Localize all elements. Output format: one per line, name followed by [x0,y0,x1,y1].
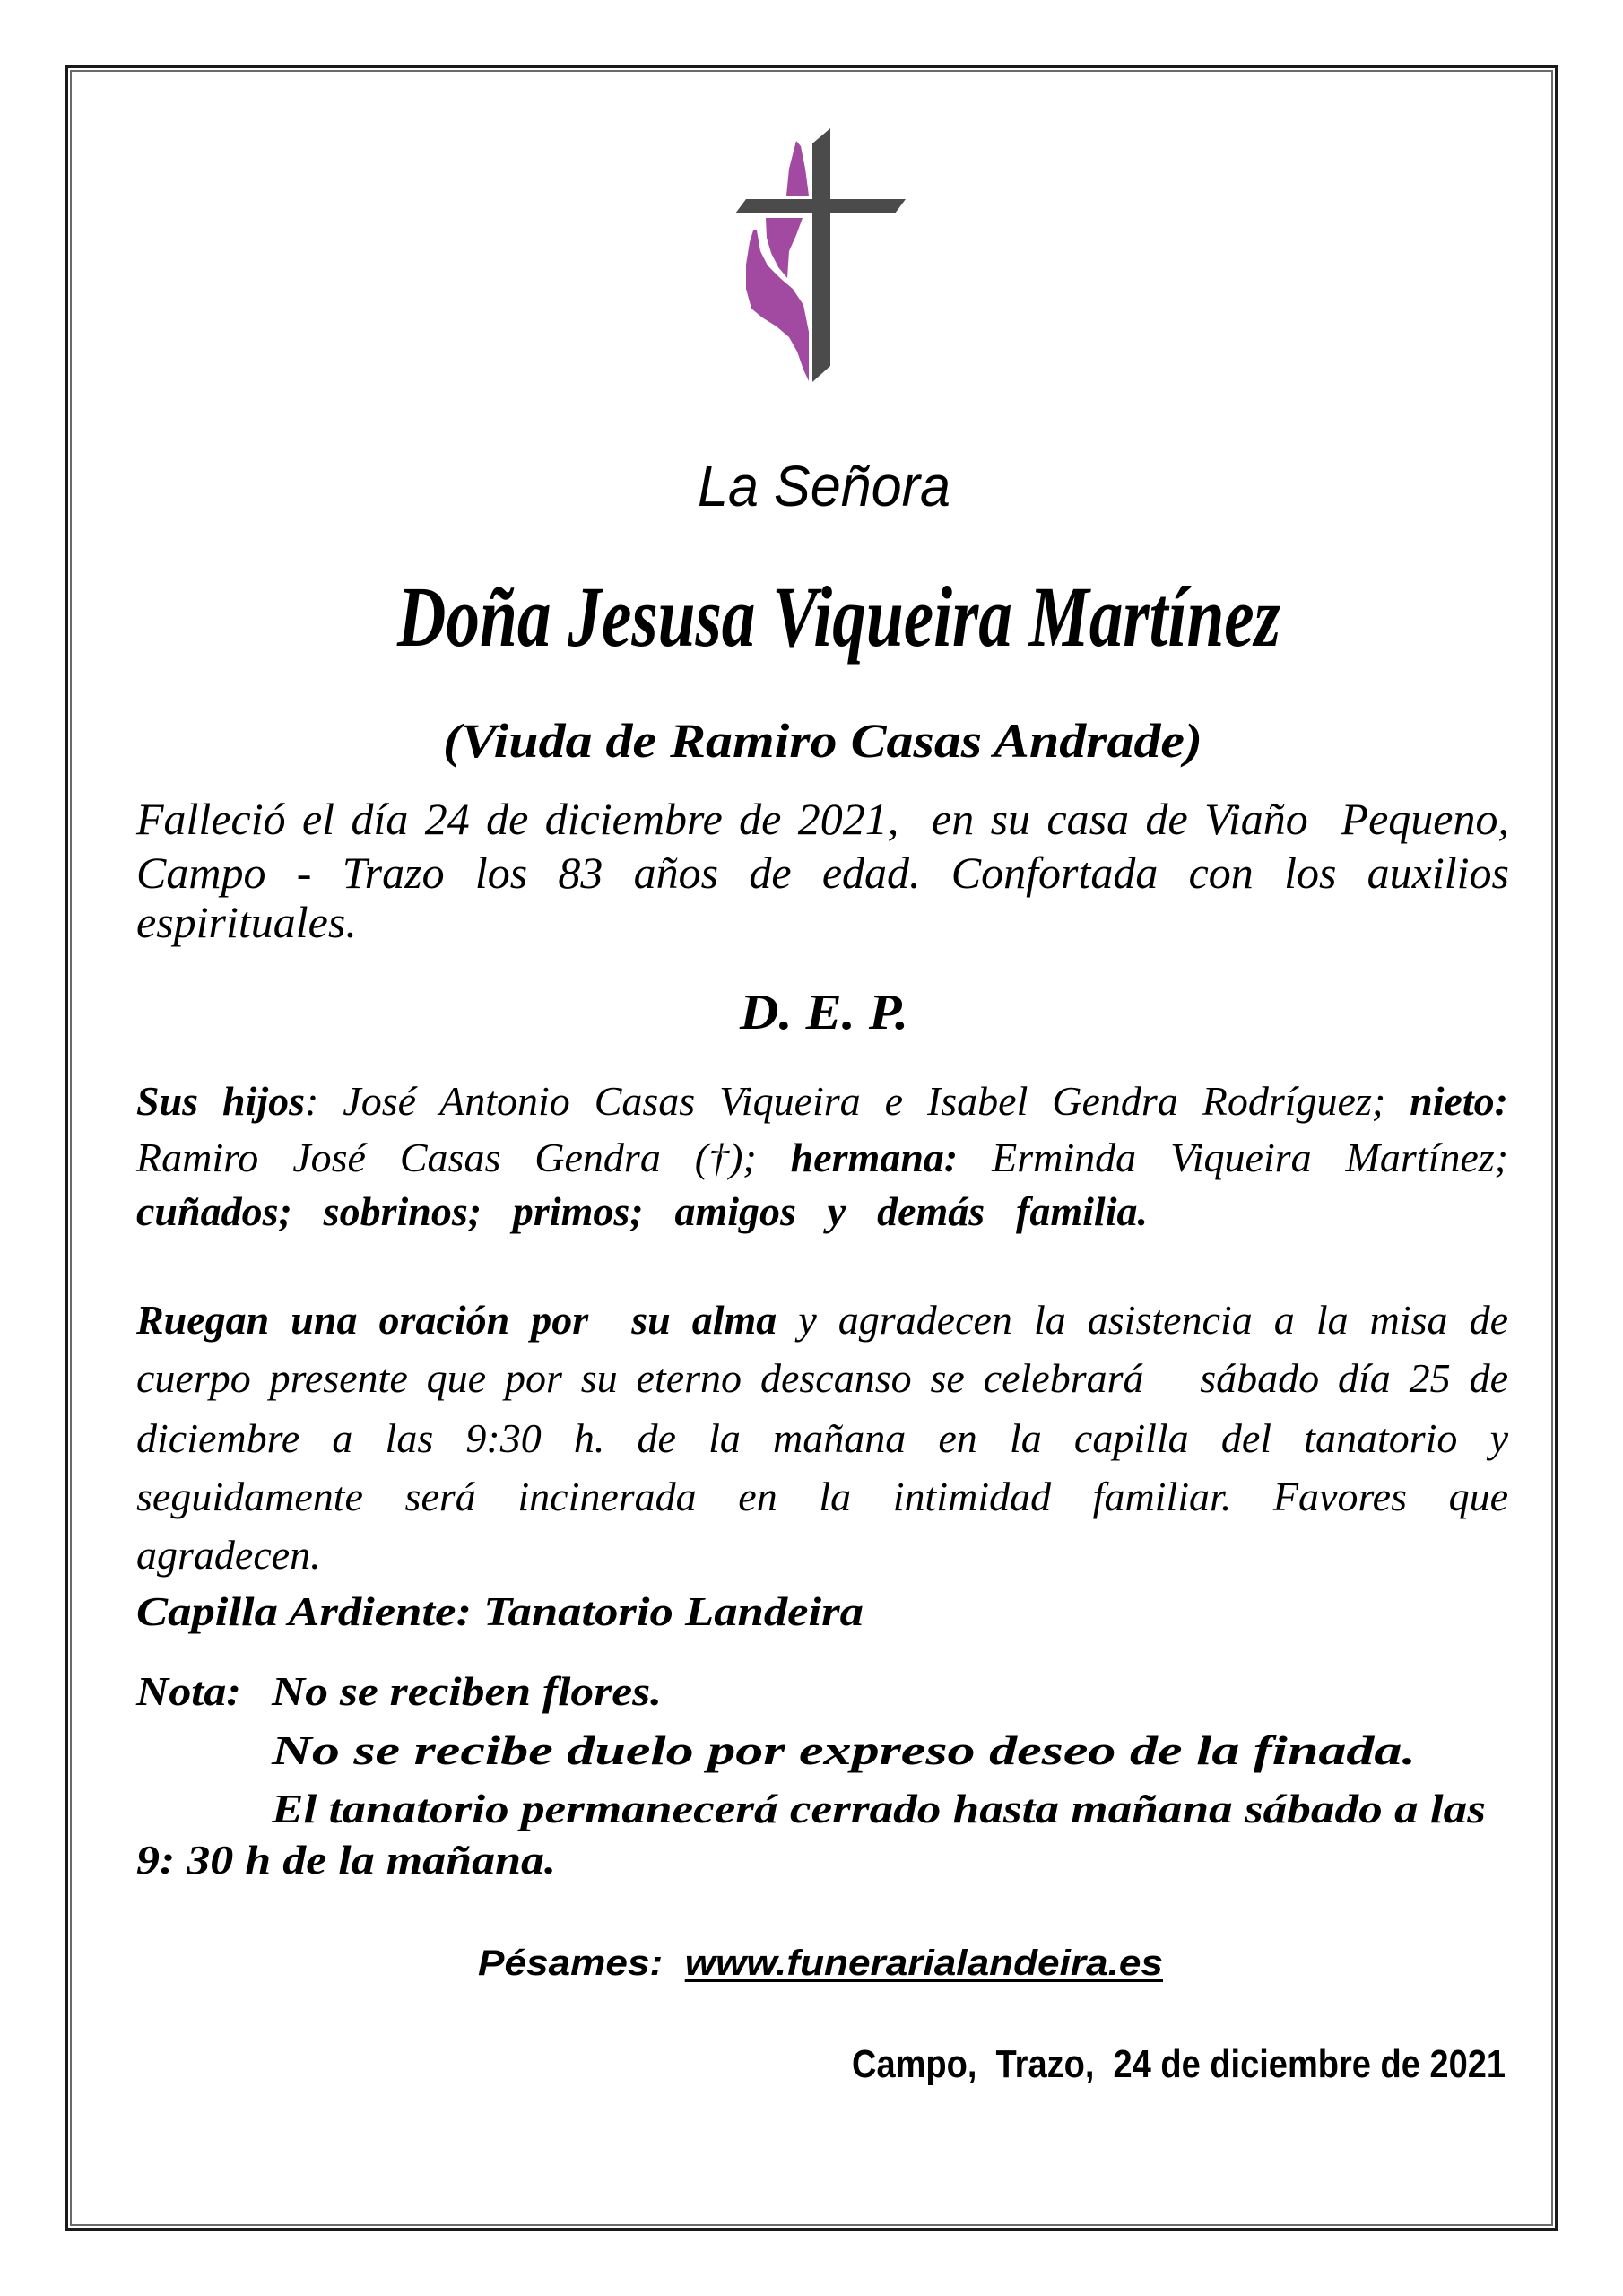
note-item-text: No se reciben flores. [272,1668,662,1714]
title [698,454,950,518]
family-others-text: cuñados; sobrinos; primos; amigos y demás familia. [136,1188,1148,1234]
hermana-name: Erminda Viqueira Martínez; [958,1135,1508,1180]
family-line-text [136,1078,1508,1124]
title-text: La Señora [698,454,950,518]
hermana-label: hermana: [790,1135,959,1180]
dep-text: D. E. P. [740,985,908,1040]
death-notice-text: Campo - Trazo los 83 años de edad. Confortada con los auxilios [136,848,1509,898]
note-continuation [136,1839,556,1881]
widow-of [443,714,1202,768]
note-item-text: El tanatorio permanecerá cerrado hasta mañana sábado a las [272,1786,1486,1831]
chapel-text: Capilla Ardiente: Tanatorio Landeira [136,1588,864,1634]
death-notice-line [136,794,1509,844]
mass-line-text: cuerpo presente que por su eterno descanso se celebrará sábado día 25 de [136,1355,1508,1401]
widow-of-text: (Viuda de Ramiro Casas Andrade) [443,714,1202,768]
mass-line-text: diciembre a las 9:30 h. de la mañana en la capilla del tanatorio y [136,1415,1508,1461]
cross-and-flame-icon [726,117,924,395]
note-item [272,1727,1416,1773]
note-item [272,1668,662,1714]
flame-icon [746,141,809,381]
mass-line [136,1297,1508,1343]
mass-line-text: agradecen. [136,1532,321,1578]
mass-lead-rest: y agradecen la asistencia a la misa de [777,1297,1508,1343]
mass-line-text: seguidamente será incinerada en la intimidad familiar. Favores que [136,1474,1508,1519]
note-continuation-text: 9: 30 h de la mañana. [136,1837,556,1883]
condolences-link[interactable]: www.funerarialandeira.es [684,1944,1163,1983]
death-notice-text: espirituales. [136,897,357,947]
mass-line [136,1532,495,1578]
mass-line-text [136,1297,1508,1343]
family-line-text [136,1137,1508,1178]
condolences-text [478,1945,1163,1981]
death-notice-text: Falleció el día 24 de diciembre de 2021, en su casa de Viaño Pequeno, [136,794,1509,844]
dep [740,987,908,1038]
hijos-names: : José Antonio Casas Viqueira e Isabel Gendra Rodríguez; [305,1078,1410,1124]
family-line [136,1137,1508,1178]
condolences [478,1945,1163,1981]
condolences-gap [663,1944,685,1983]
place-date-text: Campo, Trazo, 24 de diciembre de 2021 [852,2042,1506,2086]
death-notice-line [136,848,1509,898]
note-item-text: No se recibe duelo por expreso deseo de la finada. [272,1727,1416,1773]
note-label-text: Nota: [136,1668,241,1714]
note-item [272,1788,1486,1830]
mass-lead: Ruegan una oración por su alma [136,1297,777,1343]
deceased-name-text: Doña Jesusa Viqueira Martínez [397,569,1280,665]
nieto-name: Ramiro José Casas Gendra (†); [136,1135,791,1180]
deceased-name [397,569,1280,665]
mass-line [136,1476,1508,1518]
chapel [136,1588,864,1634]
mass-line [136,1415,1508,1461]
family-line [136,1078,1508,1124]
note-label [136,1668,241,1714]
place-date [852,2042,1506,2086]
condolences-label: Pésames: [478,1944,664,1983]
hijos-label: Sus hijos [136,1078,306,1124]
family-others [136,1188,1148,1234]
death-notice-line [136,897,495,947]
nieto-label: nieto: [1410,1078,1508,1124]
mass-line [136,1355,1508,1401]
